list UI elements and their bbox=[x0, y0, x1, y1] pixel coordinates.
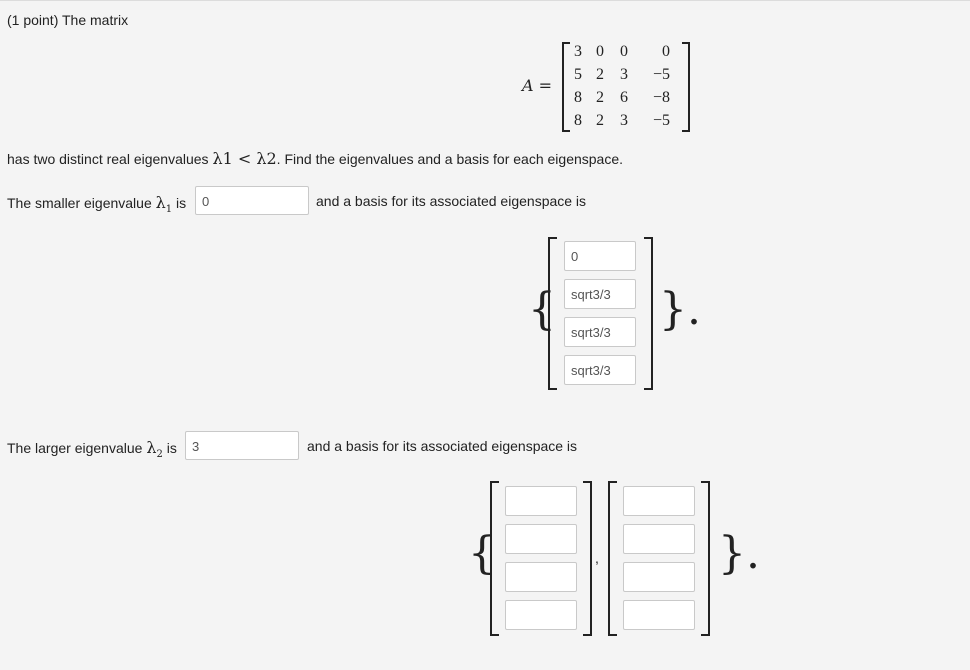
is-text: is bbox=[162, 440, 177, 456]
matrix-cell: 3 bbox=[620, 112, 628, 129]
matrix-cell: 6 bbox=[620, 89, 628, 106]
matrix-left-bracket bbox=[562, 42, 570, 132]
vector-left-bracket bbox=[548, 237, 557, 390]
basis-vector-entry[interactable]: sqrt3/3 bbox=[564, 279, 636, 309]
statement-suffix: . Find the eigenvalues and a basis for each eigenspace. bbox=[276, 151, 624, 167]
eigenvalue-order-math: λ1 < λ2 bbox=[212, 149, 277, 168]
matrix-cell: 0 bbox=[662, 43, 670, 60]
problem-header: (1 point) The matrix bbox=[7, 12, 129, 28]
basis-vector-entry[interactable]: 0 bbox=[564, 241, 636, 271]
larger-eigenvalue-input[interactable]: 3 bbox=[185, 431, 299, 460]
smaller-eigenvalue-label bbox=[7, 193, 186, 215]
basis-vector-1-entry[interactable] bbox=[505, 486, 577, 516]
lambda-symbol: λ bbox=[155, 193, 166, 212]
matrix-cell: −5 bbox=[652, 66, 670, 83]
basis-vector-2-entry[interactable] bbox=[623, 524, 695, 554]
matrix-right-bracket bbox=[682, 42, 690, 132]
open-brace: { bbox=[528, 284, 556, 335]
is-text: is bbox=[172, 195, 187, 211]
vector-right-bracket bbox=[644, 237, 653, 390]
basis-vector-entry[interactable]: sqrt3/3 bbox=[564, 317, 636, 347]
basis-vector-1-entry[interactable] bbox=[505, 524, 577, 554]
basis-vector-2-entry[interactable] bbox=[623, 562, 695, 592]
matrix-cell: 8 bbox=[574, 112, 582, 129]
matrix-cell: 2 bbox=[596, 66, 604, 83]
open-brace: { bbox=[468, 528, 496, 579]
matrix-label: A = bbox=[522, 76, 553, 95]
larger-eigenvalue-label bbox=[7, 438, 177, 460]
matrix-cell: 2 bbox=[596, 112, 604, 129]
smaller-prefix: The smaller eigenvalue bbox=[7, 195, 156, 211]
smaller-eigenvalue-input[interactable]: 0 bbox=[195, 186, 309, 215]
lambda-subscript: 2 bbox=[156, 448, 163, 460]
matrix-cell: 2 bbox=[596, 89, 604, 106]
statement-prefix: has two distinct real eigenvalues bbox=[7, 151, 213, 167]
basis-vector-1-entry[interactable] bbox=[505, 600, 577, 630]
larger-prefix: The larger eigenvalue bbox=[7, 440, 147, 456]
close-brace: }. bbox=[659, 284, 701, 335]
matrix-cell: 3 bbox=[620, 66, 628, 83]
vector-left-bracket bbox=[490, 481, 499, 636]
vector-right-bracket bbox=[701, 481, 710, 636]
close-brace: }. bbox=[718, 528, 760, 579]
smaller-basis-text: and a basis for its associated eigenspace is bbox=[316, 193, 587, 209]
larger-basis-text: and a basis for its associated eigenspace is bbox=[307, 438, 578, 454]
basis-vector-2-entry[interactable] bbox=[623, 486, 695, 516]
matrix-cell: −5 bbox=[652, 112, 670, 129]
matrix-cell: 3 bbox=[574, 43, 582, 60]
matrix-cell: 5 bbox=[574, 66, 582, 83]
top-divider bbox=[0, 0, 970, 1]
matrix-a bbox=[562, 42, 690, 132]
vector-left-bracket bbox=[608, 481, 617, 636]
matrix-cell: −8 bbox=[652, 89, 670, 106]
vector-right-bracket bbox=[583, 481, 592, 636]
basis-vector-1-entry[interactable] bbox=[505, 562, 577, 592]
matrix-cell: 0 bbox=[620, 43, 628, 60]
basis-vector-entry[interactable]: sqrt3/3 bbox=[564, 355, 636, 385]
problem-statement bbox=[7, 149, 623, 168]
matrix-cell: 8 bbox=[574, 89, 582, 106]
matrix-cell: 0 bbox=[596, 43, 604, 60]
lambda-symbol: λ bbox=[146, 438, 157, 457]
lambda-subscript: 1 bbox=[165, 203, 173, 215]
vector-separator: , bbox=[595, 550, 599, 566]
basis-vector-2-entry[interactable] bbox=[623, 600, 695, 630]
